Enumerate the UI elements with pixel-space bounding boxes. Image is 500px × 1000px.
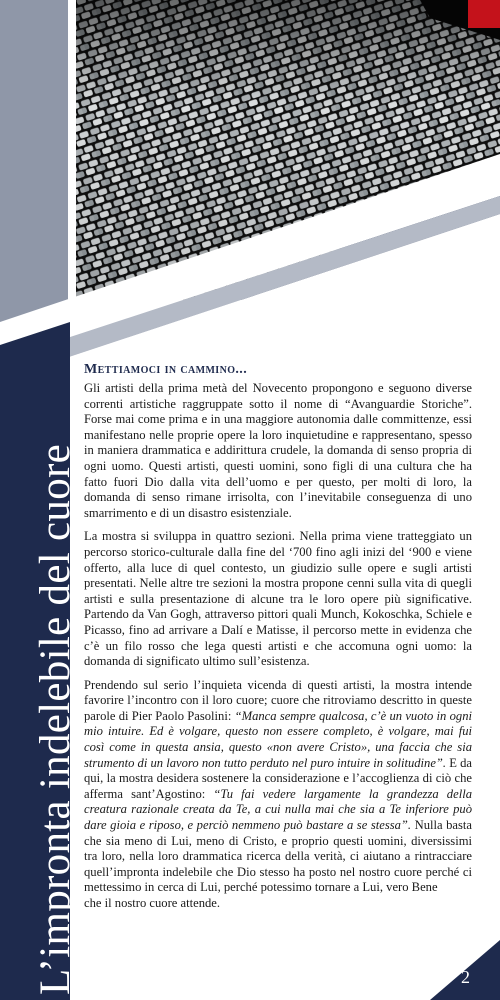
- navy-sidebar: [0, 322, 70, 1000]
- paragraph-3: [84, 678, 472, 912]
- pasolini-quote: “Manca sempre qualcosa, c’è un vuoto in ogni mio intuire. Ed è volgare, questo non essere completo, è volgare, mai fui così come in questa ansia, questo «non avere Cristo», una faccia che sia strumento di un lavoro non tutto perduto nel puro intuire in solitudine”.: [84, 708, 472, 770]
- paragraph-3-text-2: E da qui, la mostra desidera sostenere la considerazione e l’accoglienza di ciò che afferma sant’Agostino:: [84, 755, 472, 801]
- paragraph-3-text-3: Nulla basta che sia meno di Lui, meno di Cristo, e proprio questi uomini, diversissimi tra loro, nella loro drammatica ricerca della verità, ci aiutano a rintracciare quell’impronta indelebile che Dio stesso ha posto nel nostro cuore perché ci mettessimo in cerca di Lui, perché potessimo tornare a Lui, vero Bene: [84, 818, 472, 895]
- paragraph-2: La mostra si sviluppa in quattro sezioni. Nella prima viene tratteggiato un percorso storico-culturale dalla fine del ‘700 fino agli inizi del ‘900 e viene offerto, alla luce di quel contesto, un giudizio sulle opere e sugli artisti presentati. Nelle altre tre sezioni la mostra propone cenni sulla vita di quegli artisti e sulla presentazione di alcune tra le loro opere più significative. Partendo da Van Gogh, attraverso pittori quali Munch, Kokoschka, Schiele e Picasso, fino ad arrivare a Dalí e Matisse, il percorso mette in evidenza che c’è un filo rosso che lega questi artisti e che accomuna ogni uomo: la domanda di significato ultimo sull’esistenza.: [84, 529, 472, 669]
- paragraph-3-tail: che il nostro cuore attende.: [84, 896, 221, 910]
- agostino-quote: “Tu fai vedere largamente la grandezza della creatura razionale creata da Te, a cui nulla mai che sia a Te inferiore può dare gioia e riposo, e perciò nemmeno può bastare a se stessa”.: [84, 786, 472, 833]
- section-heading: Mettiamoci in cammino...: [84, 362, 248, 377]
- page-number: 2: [461, 967, 470, 987]
- article: [84, 362, 472, 912]
- paragraph-1: Gli artisti della prima metà del Novecento propongono e seguono diverse correnti artistiche raggruppate sotto il nome di “Avanguardie Storiche”. Forse mai come prima e in una maggiore autonomia dalle committenze, essi manifestano nelle proprie opere la loro inquietudine e rappresentano, spesso in maniera drammatica e addirittura crudele, la domanda di senso propria di ogni uomo. Questi artisti, questi uomini, sono figli di una cultura che ha fatto fuori Dio dalla vita dell’uomo e per questo, per molti di loro, la domanda di senso rimane irrisolta, con l’inevitabile conseguenza di uno smarrimento e di un disastro esistenziale.: [84, 381, 472, 520]
- paragraph-3-text-1: Prendendo sul serio l’inquieta vicenda di questi artisti, la mostra intende favorire l’incontro con il loro cuore; cuore che ritroviamo descritto in queste parole di Pier Paolo Pasolini:: [84, 677, 472, 723]
- vertical-title: L’impronta indelebile del cuore: [32, 444, 79, 995]
